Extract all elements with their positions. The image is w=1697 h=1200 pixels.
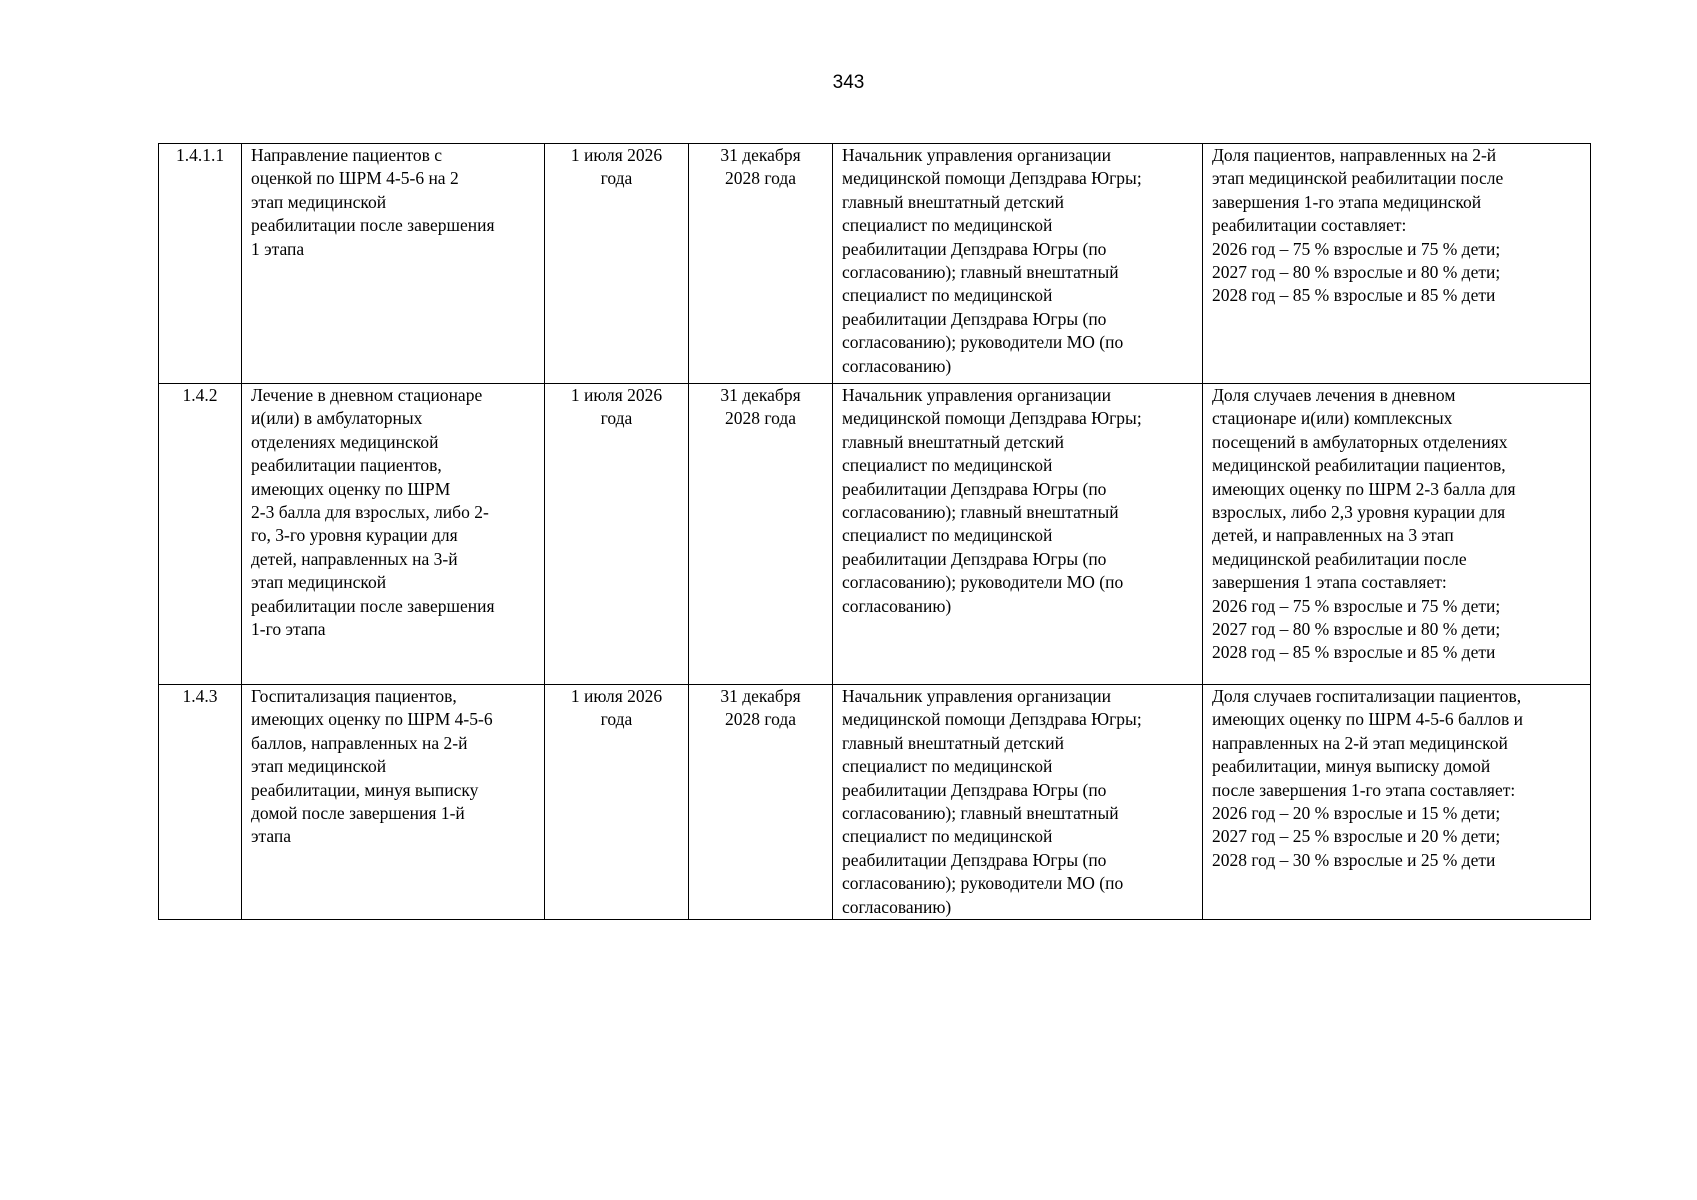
responsible-line: согласованию); главный внештатный bbox=[842, 502, 1119, 523]
measure-description-line: имеющих оценку по ШРМ 4-5-6 bbox=[251, 709, 493, 730]
measure-number-cell bbox=[159, 685, 242, 920]
indicator-line: имеющих оценку по ШРМ 4-5-6 баллов и bbox=[1212, 709, 1524, 730]
start-date-cell bbox=[545, 144, 689, 384]
measure-description-line: детей, направленных на 3-й bbox=[251, 548, 458, 569]
indicator-line: 2026 год – 75 % взрослые и 75 % дети; bbox=[1212, 595, 1501, 616]
start-date-cell bbox=[545, 685, 689, 920]
indicator-line: этап медицинской реабилитации после bbox=[1212, 168, 1504, 189]
responsible-line: согласованию) bbox=[842, 896, 952, 917]
indicator-cell bbox=[1203, 384, 1591, 685]
measure-number-cell bbox=[159, 144, 242, 384]
indicator-line: имеющих оценку по ШРМ 2-3 балла для bbox=[1212, 478, 1516, 499]
indicator-line: Доля пациентов, направленных на 2-й bbox=[1212, 145, 1497, 165]
responsible-line: медицинской помощи Депздрава Югры; bbox=[842, 168, 1142, 189]
indicator-line: медицинской реабилитации пациентов, bbox=[1212, 455, 1506, 476]
responsible-line: реабилитации Депздрава Югры (по bbox=[842, 478, 1107, 499]
responsible-cell bbox=[833, 144, 1203, 384]
measure-description-line: этап медицинской bbox=[251, 572, 387, 593]
indicator-line: 2028 год – 85 % взрослые и 85 % дети bbox=[1212, 642, 1496, 663]
indicator-line: взрослых, либо 2,3 уровня курации для bbox=[1212, 502, 1506, 523]
indicator-line: завершения 1 этапа составляет: bbox=[1212, 572, 1447, 593]
end-date-line: 31 декабря bbox=[720, 686, 801, 706]
start-date-line: 1 июля 2026 bbox=[570, 686, 663, 706]
measure-number-cell bbox=[159, 384, 242, 685]
responsible-cell bbox=[833, 384, 1203, 685]
indicator-line: завершения 1-го этапа медицинской bbox=[1212, 191, 1482, 212]
responsible-line: реабилитации Депздрава Югры (по bbox=[842, 308, 1107, 329]
indicator-line: посещений в амбулаторных отделениях bbox=[1212, 431, 1508, 452]
responsible-line: Начальник управления организации bbox=[842, 145, 1112, 165]
responsible-line: специалист по медицинской bbox=[842, 826, 1053, 847]
start-date-line: 1 июля 2026 bbox=[570, 145, 663, 165]
indicator-line: реабилитации составляет: bbox=[1212, 215, 1407, 236]
end-date-cell bbox=[689, 384, 833, 685]
responsible-line: реабилитации Депздрава Югры (по bbox=[842, 548, 1107, 569]
measure-number-text: 1.4.1.1 bbox=[175, 145, 225, 165]
indicator-line: 2027 год – 80 % взрослые и 80 % дети; bbox=[1212, 619, 1501, 640]
measure-description-line: реабилитации пациентов, bbox=[251, 455, 442, 476]
indicator-line: реабилитации, минуя выписку домой bbox=[1212, 756, 1491, 777]
responsible-line: реабилитации Депздрава Югры (по bbox=[842, 238, 1107, 259]
start-date-line: года bbox=[600, 168, 633, 189]
end-date-line: 2028 года bbox=[724, 408, 797, 429]
indicator-line: 2026 год – 20 % взрослые и 15 % дети; bbox=[1212, 803, 1501, 824]
measure-description-line: го, 3-го уровня курации для bbox=[251, 525, 458, 546]
responsible-line: Начальник управления организации bbox=[842, 686, 1112, 706]
responsible-line: согласованию); руководители МО (по bbox=[842, 873, 1124, 894]
indicator-line: 2028 год – 85 % взрослые и 85 % дети bbox=[1212, 285, 1496, 306]
responsible-line: Начальник управления организации bbox=[842, 385, 1112, 405]
measure-description-line: этапа bbox=[251, 826, 292, 847]
measure-description-cell bbox=[242, 685, 545, 920]
measure-description-line: имеющих оценку по ШРМ bbox=[251, 478, 451, 499]
indicator-line: Доля случаев лечения в дневном bbox=[1212, 385, 1456, 405]
indicator-line: детей, и направленных на 3 этап bbox=[1212, 525, 1454, 546]
responsible-line: согласованию); главный внештатный bbox=[842, 262, 1119, 283]
start-date-line: года bbox=[600, 408, 633, 429]
indicator-line: 2026 год – 75 % взрослые и 75 % дети; bbox=[1212, 238, 1501, 259]
measures-table-body bbox=[159, 144, 1591, 920]
indicator-cell bbox=[1203, 685, 1591, 920]
table-row bbox=[159, 144, 1591, 384]
responsible-line: реабилитации Депздрава Югры (по bbox=[842, 779, 1107, 800]
indicator-line: 2028 год – 30 % взрослые и 25 % дети bbox=[1212, 849, 1496, 870]
responsible-line: реабилитации Депздрава Югры (по bbox=[842, 849, 1107, 870]
indicator-line: 2027 год – 25 % взрослые и 20 % дети; bbox=[1212, 826, 1501, 847]
responsible-line: медицинской помощи Депздрава Югры; bbox=[842, 709, 1142, 730]
end-date-line: 2028 года bbox=[724, 168, 797, 189]
indicator-cell bbox=[1203, 144, 1591, 384]
measure-description-line: отделениях медицинской bbox=[251, 431, 439, 452]
responsible-cell bbox=[833, 685, 1203, 920]
end-date-line: 31 декабря bbox=[720, 145, 801, 165]
measure-description-line: этап медицинской bbox=[251, 756, 387, 777]
measure-description-line: этап медицинской bbox=[251, 191, 387, 212]
measure-description-line: Лечение в дневном стационаре bbox=[251, 385, 483, 405]
page-number: 343 bbox=[832, 72, 865, 93]
indicator-line: медицинской реабилитации после bbox=[1212, 548, 1467, 569]
responsible-line: медицинской помощи Депздрава Югры; bbox=[842, 408, 1142, 429]
measure-description-line: домой после завершения 1-й bbox=[251, 803, 465, 824]
measure-description-line: реабилитации после завершения bbox=[251, 215, 495, 236]
responsible-line: главный внештатный детский bbox=[842, 191, 1065, 212]
responsible-line: согласованию); руководители МО (по bbox=[842, 572, 1124, 593]
responsible-line: специалист по медицинской bbox=[842, 756, 1053, 777]
end-date-line: 2028 года bbox=[724, 709, 797, 730]
start-date-line: года bbox=[600, 709, 633, 730]
responsible-line: специалист по медицинской bbox=[842, 215, 1053, 236]
measure-description-line: 2-3 балла для взрослых, либо 2- bbox=[251, 502, 489, 523]
measure-description-cell bbox=[242, 384, 545, 685]
end-date-cell bbox=[689, 144, 833, 384]
measure-description-line: баллов, направленных на 2-й bbox=[251, 732, 468, 753]
measures-table bbox=[158, 143, 1591, 920]
table-row bbox=[159, 384, 1591, 685]
indicator-line: стационаре и(или) комплексных bbox=[1212, 408, 1453, 429]
end-date-line: 31 декабря bbox=[720, 385, 801, 405]
start-date-line: 1 июля 2026 bbox=[570, 385, 663, 405]
measure-description-line: Направление пациентов с bbox=[251, 145, 443, 165]
measure-description-line: 1 этапа bbox=[251, 238, 305, 259]
responsible-line: согласованию) bbox=[842, 355, 952, 376]
responsible-line: главный внештатный детский bbox=[842, 732, 1065, 753]
responsible-line: специалист по медицинской bbox=[842, 285, 1053, 306]
measure-number-text: 1.4.3 bbox=[182, 686, 218, 706]
measure-description-line: 1-го этапа bbox=[251, 619, 326, 640]
measure-description-line: реабилитации после завершения bbox=[251, 595, 495, 616]
measure-number-text: 1.4.2 bbox=[182, 385, 218, 405]
measure-description-line: и(или) в амбулаторных bbox=[251, 408, 423, 429]
indicator-line: 2027 год – 80 % взрослые и 80 % дети; bbox=[1212, 262, 1501, 283]
measure-description-cell bbox=[242, 144, 545, 384]
responsible-line: согласованию) bbox=[842, 595, 952, 616]
start-date-cell bbox=[545, 384, 689, 685]
responsible-line: специалист по медицинской bbox=[842, 455, 1053, 476]
responsible-line: согласованию); главный внештатный bbox=[842, 803, 1119, 824]
measure-description-line: Госпитализация пациентов, bbox=[251, 686, 457, 706]
indicator-line: после завершения 1-го этапа составляет: bbox=[1212, 779, 1516, 800]
responsible-line: специалист по медицинской bbox=[842, 525, 1053, 546]
end-date-cell bbox=[689, 685, 833, 920]
measure-description-line: реабилитации, минуя выписку bbox=[251, 779, 479, 800]
responsible-line: главный внештатный детский bbox=[842, 431, 1065, 452]
table-row bbox=[159, 685, 1591, 920]
indicator-line: Доля случаев госпитализации пациентов, bbox=[1212, 686, 1522, 706]
responsible-line: согласованию); руководители МО (по bbox=[842, 332, 1124, 353]
measure-description-line: оценкой по ШРМ 4-5-6 на 2 bbox=[251, 168, 459, 189]
indicator-line: направленных на 2-й этап медицинской bbox=[1212, 732, 1508, 753]
